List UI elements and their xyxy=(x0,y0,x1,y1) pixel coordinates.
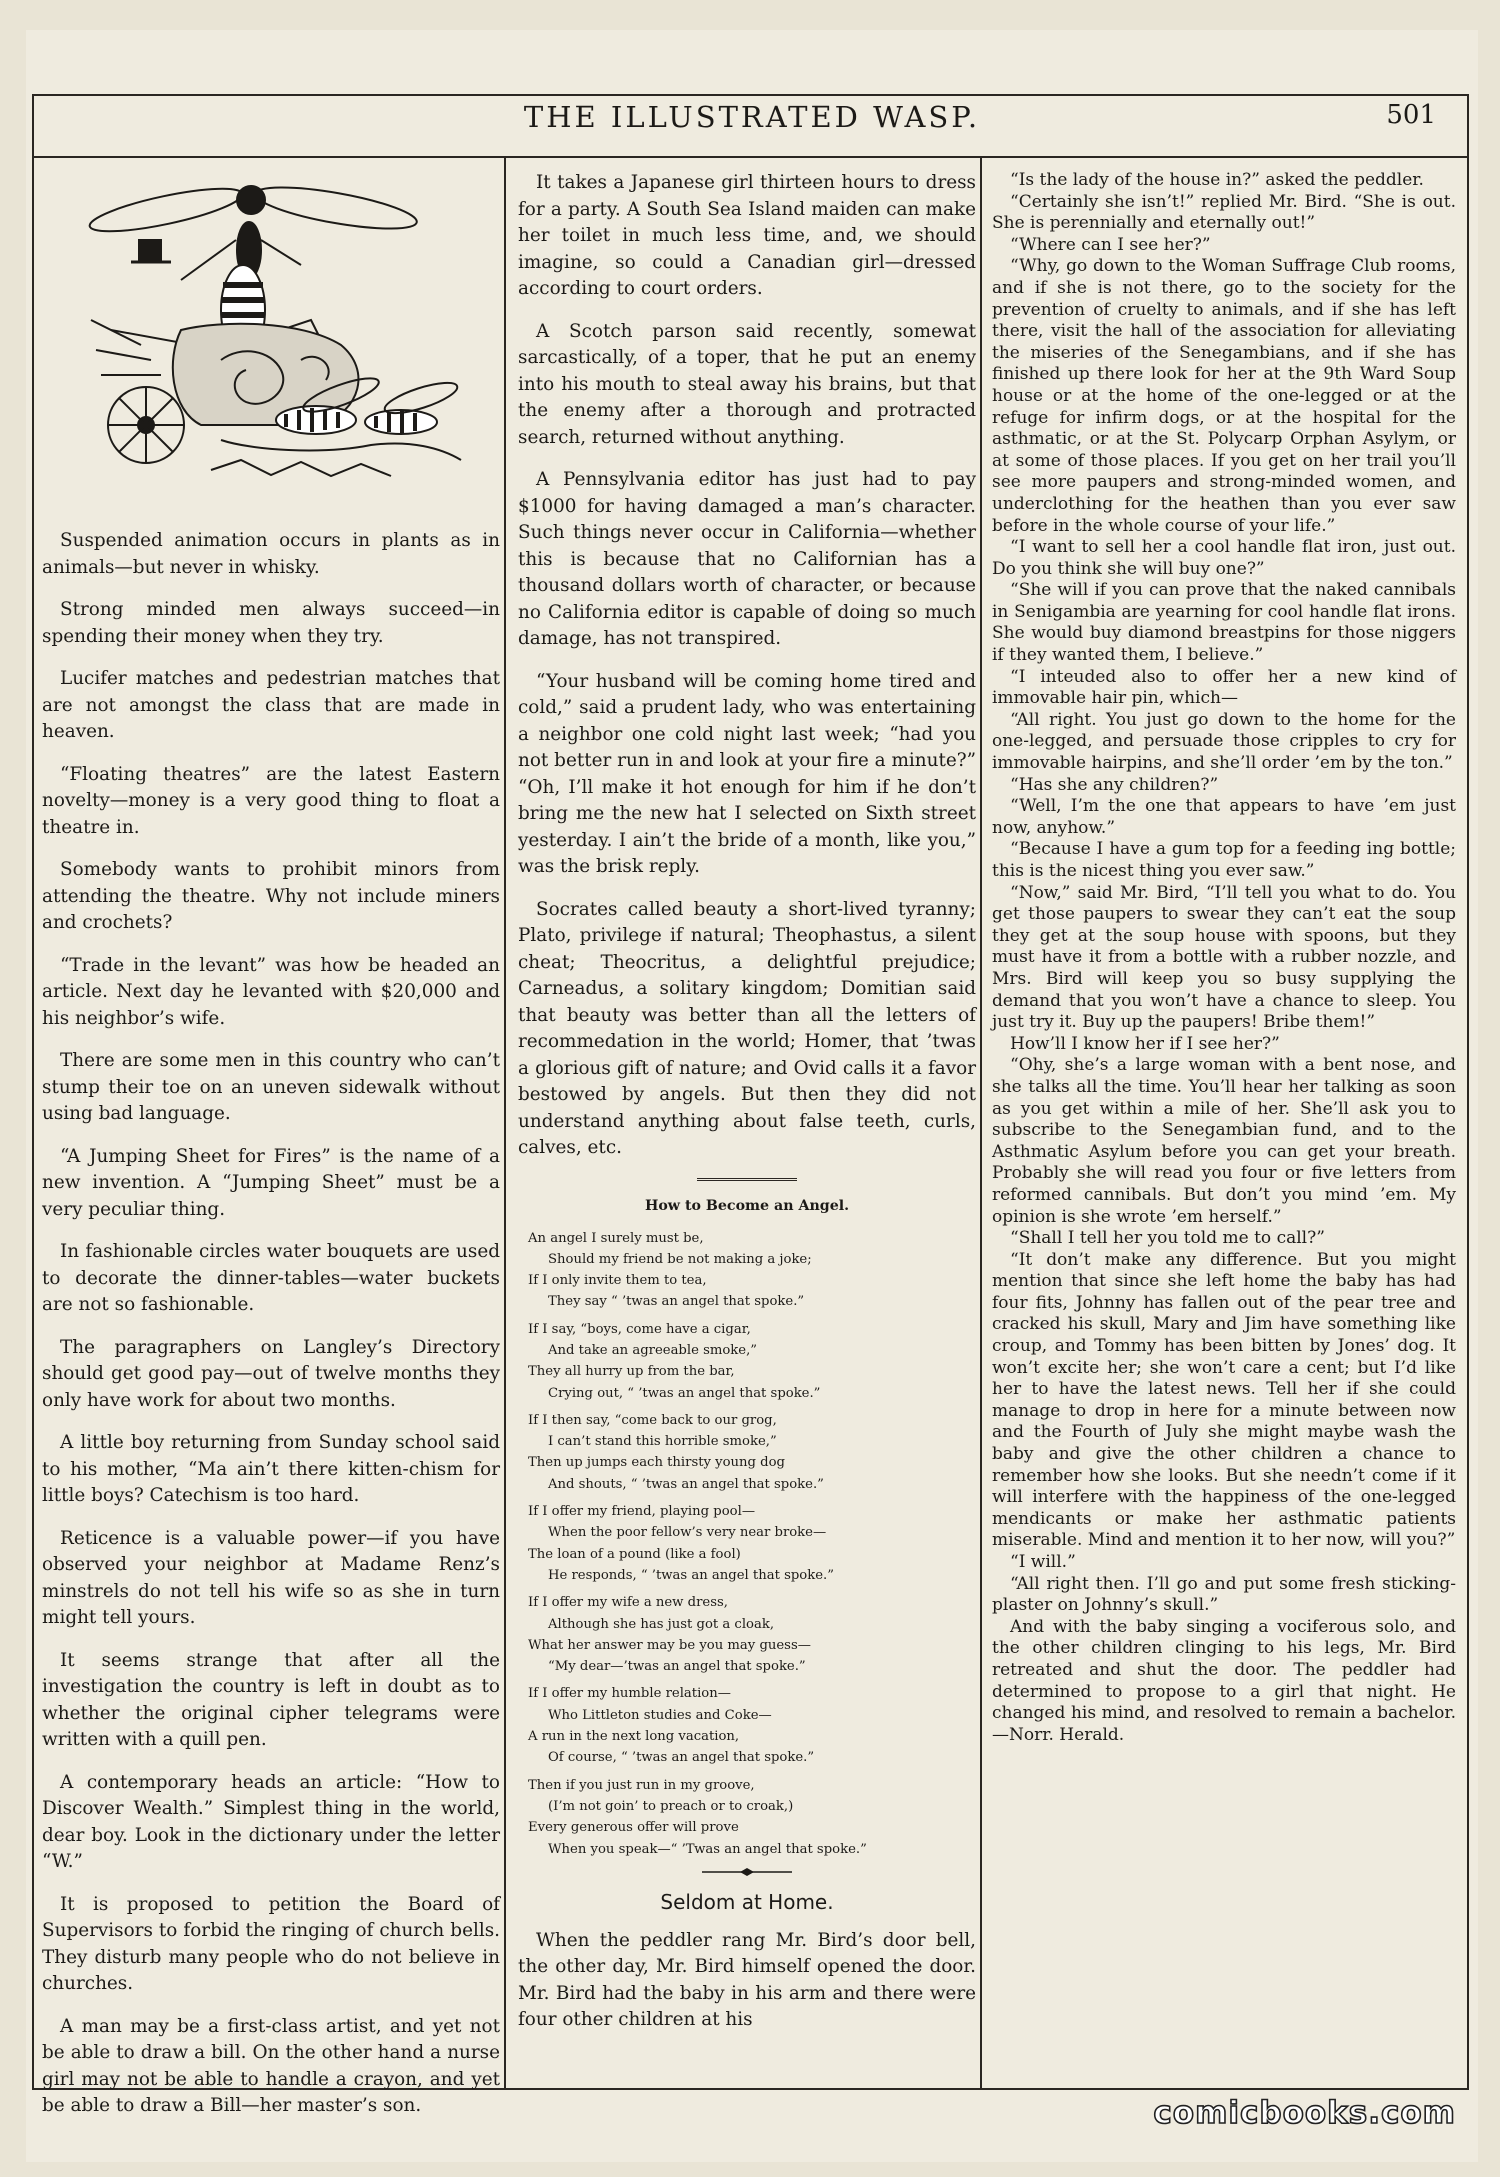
paragraph: A contemporary heads an article: “How to Discover Wealth.” Simplest thing in the world, dear boy. Look in the dictionary under the letter “W.” xyxy=(42,1771,500,1872)
poem-stanza xyxy=(528,1410,976,1495)
poem-line: Although she has just got a cloak, xyxy=(548,1616,775,1632)
poem-stanza xyxy=(528,1683,976,1768)
poem-line: The loan of a pound (like a fool) xyxy=(528,1546,741,1562)
paragraph: There are some men in this country who can’t stump their toe on an uneven sidewalk without using bad language. xyxy=(42,1050,500,1124)
column-divider xyxy=(504,156,506,2090)
paragraph: “I will.” xyxy=(1010,1552,1076,1572)
poem-line: An angel I surely must be, xyxy=(528,1230,704,1246)
paragraph: Strong minded men always succeed—in spending their money when they try. xyxy=(42,599,500,647)
wasp-chariot-illustration xyxy=(71,170,471,500)
paragraph: A Scotch parson said recently, somewat sarcastically, of a toper, that he put an enemy into his mouth to steal away his brains, but that the enemy after a thorough and protracted search, returned without anything. xyxy=(518,320,976,448)
poem-line: Then if you just run in my groove, xyxy=(528,1777,755,1793)
poem-line: When the poor fellow’s very near broke— xyxy=(548,1525,827,1541)
paragraph: When the peddler rang Mr. Bird’s door bell, the other day, Mr. Bird himself opened the door. Mr. Bird had the baby in his arm and there were four other children at his xyxy=(518,1929,976,2031)
paragraph: “Certainly she isn’t!” replied Mr. Bird. “She is out. She is perennially and eternally out!” xyxy=(992,191,1456,234)
poem-line: And shouts, “ ’twas an angel that spoke.” xyxy=(548,1476,824,1492)
paragraph: “All right then. I’ll go and put some fresh sticking-plaster on Johnny’s skull.” xyxy=(992,1573,1456,1616)
paragraph: “All right. You just go down to the home for the one-legged, and persuade those cripples to cry for immovable hairpins, and she’ll order ’em by the ton.” xyxy=(992,709,1456,774)
paragraph: “Floating theatres” are the latest Eastern novelty—money is a very good thing to float a theatre in. xyxy=(42,763,500,838)
column-2 xyxy=(510,170,980,2072)
column-divider xyxy=(980,156,982,2090)
paragraph: “Is the lady of the house in?” asked the peddler. xyxy=(1010,170,1424,190)
paragraph: And with the baby singing a vociferous solo, and the other children clinging to his legs, Mr. Bird retreated and shut the door. The peddler had determined to propose to a girl that night. He changed his mind, and resolved to remain a bachelor.—Norr. Herald. xyxy=(992,1616,1456,1745)
poem-line: Should my friend be not making a joke; xyxy=(548,1251,812,1267)
paragraph: A Pennsylvania editor has just had to pay $1000 for having damaged a man’s character. Such things never occur in California—whether this is because that no Californian has a thousand dollars worth of character, or because no California editor is capable of doing so much damage, has not transpired. xyxy=(518,469,976,649)
poem-line: If I then say, “come back to our grog, xyxy=(528,1412,777,1428)
paragraph: “It don’t make any difference. But you might mention that since she left home the baby has had four fits, Johnny has fallen out of the pear tree and cracked his skull, Mary and Jim have something like croup, and Tommy has been bitten by Jones’ dog. It won’t excite her; she won’t care a cent; but I’d like her to have the latest news. Tell her if she could manage to drop in here for a minute between now and the Fourth of July she might maybe wash the baby and give the other children a chance to remember how she looks. But she needn’t come if it will interfere with the happiness of the one-legged mendicants or make her asthmatic patients miserable. Mind and mention it to her now, will you?” xyxy=(992,1249,1456,1551)
paragraph: It is proposed to petition the Board of Supervisors to forbid the ringing of church bells. They disturb many people who do not believe in churches. xyxy=(42,1893,500,1994)
paragraph: A man may be a first-class artist, and yet not be able to draw a bill. On the other hand a nurse girl may not be able to handle a crayon, and yet be able to draw a Bill—her master’s son. xyxy=(42,2015,500,2116)
poem-line: What her answer may be you may guess— xyxy=(528,1637,811,1653)
ornament-divider xyxy=(518,1866,976,1880)
poem-line: A run in the next long vacation, xyxy=(528,1729,740,1745)
paragraph: “I inteuded also to offer her a new kind of immovable hair pin, which— xyxy=(992,666,1456,709)
paragraph: “Has she any children?” xyxy=(1010,774,1219,795)
paragraph: “Well, I’m the one that appears to have ’em just now, anyhow.” xyxy=(992,796,1456,838)
paragraph: “Ohy, she’s a large woman with a bent nose, and she talks all the time. You’ll hear her talking as soon as you get within a mile of her. She’ll ask you to subscribe to the Senegambian fund, and to the Asthmatic Asylum before you can get your breath. Probably she will read you four or five letters from reformed cannibals. But don’t you mind ’em. My opinion is she wrote ’em herself.” xyxy=(992,1055,1456,1227)
section-divider xyxy=(697,1178,797,1184)
poem-line: Every generous offer will prove xyxy=(528,1820,739,1836)
poem-line: They all hurry up from the bar, xyxy=(528,1364,735,1380)
source-watermark: comicbooks.com xyxy=(1153,2095,1456,2131)
poem-line: If I offer my humble relation— xyxy=(528,1686,731,1702)
poem-stanza xyxy=(528,1592,976,1677)
masthead xyxy=(26,100,1478,156)
paragraph: Somebody wants to prohibit minors from attending the theatre. Why not include miners and crochets? xyxy=(42,859,500,933)
poem-line: (I’m not goin’ to preach or to croak,) xyxy=(548,1798,794,1814)
poem-line: Who Littleton studies and Coke— xyxy=(548,1707,772,1723)
paragraph: “Your husband will be coming home tired and cold,” said a prudent lady, who was entertaining a neighbor one cold night last week; “had you not better run in and look at your fire a minute?” “Oh, I’ll make it hot enough for him if he don’t bring me the new hat I selected on Sixth street yesterday. I ain’t the bride of a month, like you,” was the brisk reply. xyxy=(518,670,976,877)
paragraph: “She will if you can prove that the naked cannibals in Senigambia are yearning for cool handle flat irons. She would buy diamond breastpins for those niggers if they wanted them, I believe.” xyxy=(992,580,1456,666)
paragraph: In fashionable circles water bouquets are used to decorate the dinner-tables—water buckets are not so fashionable. xyxy=(42,1241,500,1315)
paragraph: “Because I have a gum top for a feeding ing bottle; this is the nicest thing you ever saw.” xyxy=(992,839,1456,881)
paragraph: “Where can I see her?” xyxy=(1010,234,1211,255)
poem-line: They say “ ’twas an angel that spoke.” xyxy=(548,1294,805,1310)
paragraph: It takes a Japanese girl thirteen hours to dress for a party. A South Sea Island maiden can make her toilet in much less time, and, we should imagine, so could a Canadian girl—dressed according to court orders. xyxy=(518,172,976,299)
poem-line: “My dear—’twas an angel that spoke.” xyxy=(548,1659,806,1675)
story-title: Seldom at Home. xyxy=(660,1889,834,1914)
poem-line: I can’t stand this horrible smoke,” xyxy=(548,1434,777,1450)
paragraph: Suspended animation occurs in plants as in animals—but never in whisky. xyxy=(42,530,500,578)
poem-stanza xyxy=(528,1319,976,1404)
column-1 xyxy=(34,170,504,2116)
paragraph: “Now,” said Mr. Bird, “I’ll tell you what to do. You get those paupers to swear they can’t eat the soup they get at the soup house with spoons, but they must have it from a bottle with a rubber nozzle, and Mrs. Bird will keep you so busy supplying the demand that you won’t have a chance to sleep. You just try it. Buy up the paupers! Bribe them!” xyxy=(992,882,1456,1033)
newspaper-page xyxy=(26,30,1478,2162)
poem-line: He responds, “ ’twas an angel that spoke.” xyxy=(548,1567,834,1583)
paragraph: How’ll I know her if I see her?” xyxy=(1010,1033,1280,1054)
poem-title: How to Become an Angel. xyxy=(644,1197,850,1214)
poem-line: And take an agreeable smoke,” xyxy=(548,1342,758,1358)
poem-line: Crying out, “ ’twas an angel that spoke.” xyxy=(548,1385,821,1401)
ornament-icon xyxy=(702,1867,792,1877)
poem-line: When you speak—“ ’Twas an angel that spoke.” xyxy=(548,1841,867,1857)
column-3 xyxy=(986,170,1462,2072)
publication-title: THE ILLUSTRATED WASP. xyxy=(523,100,981,134)
paragraph: Socrates called beauty a short-lived tyranny; Plato, privilege if natural; Theophastus, a silent cheat; Theocritus, a delightful prejudice; Carneadus, a solitary kingdom; Domitian said that beauty was better than all the letters of recommedation in the world; Homer, that ’twas a glorious gift of nature; and Ovid calls it a favor bestowed by angels. But then they did not understand anything about false teeth, curls, calves, etc. xyxy=(518,898,976,1158)
paragraph: “A Jumping Sheet for Fires” is the name of a new invention. A “Jumping Sheet” must be a very peculiar thing. xyxy=(42,1145,500,1220)
paragraph: “Shall I tell her you told me to call?” xyxy=(1010,1228,1325,1249)
page-number: 501 xyxy=(1386,100,1436,130)
paragraph: It seems strange that after all the investigation the country is left in doubt as to whether the original cipher telegrams were written with a quill pen. xyxy=(42,1649,500,1750)
paragraph: The paragraphers on Langley’s Directory should get good pay—out of twelve months they only have work for about two months. xyxy=(42,1336,500,1411)
poem-stanza xyxy=(528,1501,976,1586)
paragraph: “Trade in the levant” was how be headed an article. Next day he levanted with $20,000 and his neighbor’s wife. xyxy=(42,954,500,1029)
poem-stanza xyxy=(528,1775,976,1860)
poem-line: If I offer my wife a new dress, xyxy=(528,1595,728,1611)
paragraph: “I want to sell her a cool handle flat iron, just out. Do you think she will buy one?” xyxy=(992,537,1456,579)
masthead-rule xyxy=(32,156,1469,158)
poem-line: If I offer my friend, playing pool— xyxy=(528,1504,756,1520)
paragraph: “Why, go down to the Woman Suffrage Club rooms, and if she is not there, go to the society for the prevention of cruelty to animals, and if she has left there, visit the hall of the association for alleviating the miseries of the Senegambians, and if she has finished up there look for her at the 9th Ward Soup house or at the home of the one-legged or at the refuge for infirm dogs, or at the hospital for the asthmatic, or at the St. Polycarp Orphan Asylym, or at some of those places. If you get on her trail you’ll see more paupers and strong-minded women, and underclothing for the heathen than you ever saw before in the whole course of your life.” xyxy=(992,256,1456,536)
poem-line: If I say, “boys, come have a cigar, xyxy=(528,1321,751,1337)
poem-line: Then up jumps each thirsty young dog xyxy=(528,1455,785,1471)
paragraph: Reticence is a valuable power—if you have observed your neighbor at Madame Renz’s minstrels do not tell his wife so as she in turn might tell yours. xyxy=(42,1527,500,1628)
paragraph: A little boy returning from Sunday school said to his mother, “Ma ain’t there kitten-chism for little boys? Catechism is too hard. xyxy=(42,1432,500,1506)
paragraph: Lucifer matches and pedestrian matches that are not amongst the class that are made in heaven. xyxy=(42,668,500,742)
poem-line: If I only invite them to tea, xyxy=(528,1273,707,1289)
poem-line: Of course, “ ’twas an angel that spoke.” xyxy=(548,1750,815,1766)
poem xyxy=(518,1228,976,1860)
poem-stanza xyxy=(528,1228,976,1313)
